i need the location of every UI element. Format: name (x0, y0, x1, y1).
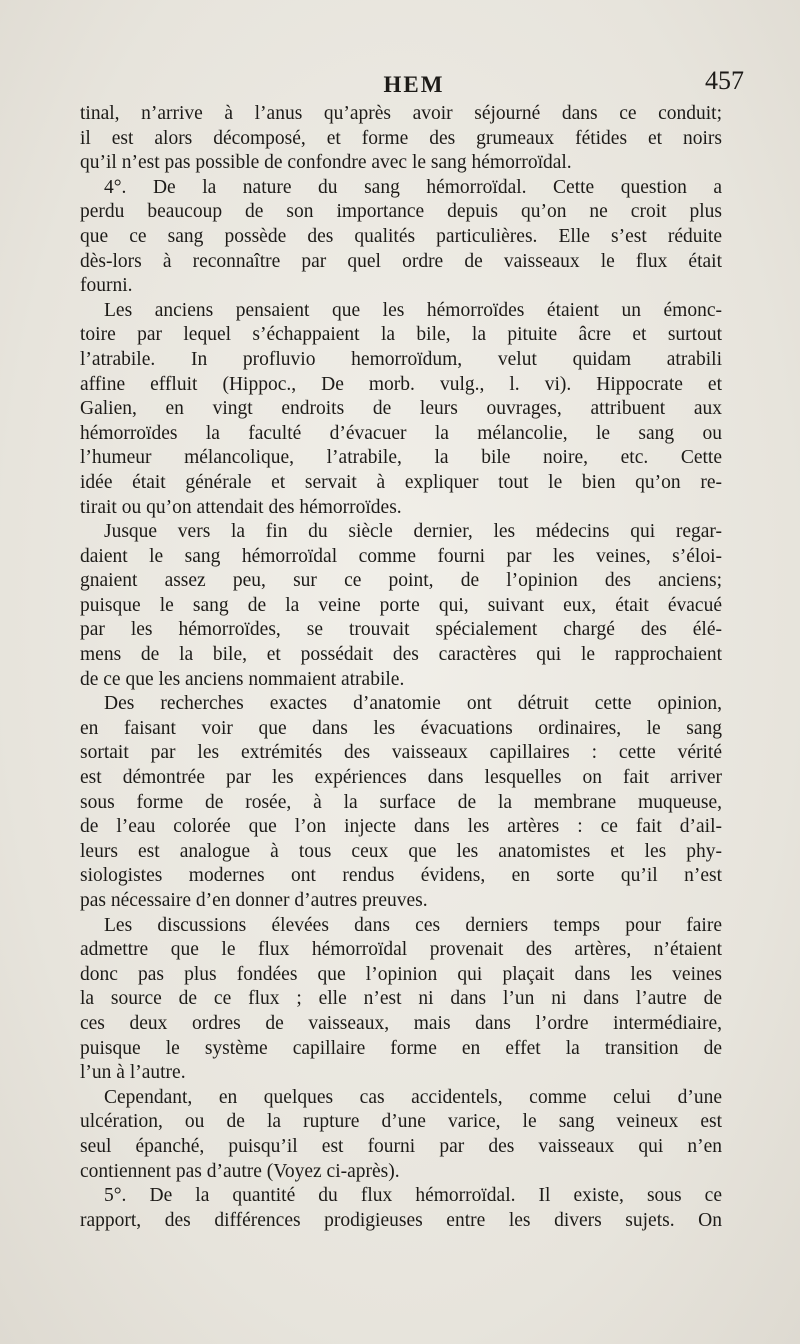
text-line: par les hémorroïdes, se trouvait spécialement chargé des élé- (80, 619, 722, 641)
text-line: ces deux ordres de vaisseaux, mais dans l’ordre intermédiaire, (80, 1012, 722, 1034)
text-line: en faisant voir que dans les évacuations ordinaires, le sang (80, 717, 722, 739)
text-line: l’un à l’autre. (80, 1062, 186, 1084)
text-line: Des recherches exactes d’anatomie ont détruit cette opinion, (104, 693, 722, 715)
text-line: il est alors décomposé, et forme des grumeaux fétides et noirs (80, 127, 722, 149)
text-line: perdu beaucoup de son importance depuis qu’on ne croit plus (80, 201, 722, 223)
text-line: mens de la bile, et possédait des caractères qui le rapprochaient (80, 644, 722, 666)
text-line: Cependant, en quelques cas accidentels, comme celui d’une (104, 1086, 722, 1108)
text-line: tinal, n’arrive à l’anus qu’après avoir séjourné dans ce conduit; (80, 103, 722, 124)
text-line: siologistes modernes ont rendus évidens, en sorte qu’il n’est (80, 865, 722, 887)
text-line: hémorroïdes la faculté d’évacuer la mélancolie, le sang ou (80, 422, 722, 444)
text-line: Galien, en vingt endroits de leurs ouvrages, attribuent aux (80, 398, 722, 420)
text-line: leurs est analogue à tous ceux que les anatomistes et les phy- (80, 840, 722, 862)
text-line: rapport, des différences prodigieuses entre les divers sujets. On (80, 1209, 722, 1231)
text-line: Les discussions élevées dans ces derniers temps pour faire (104, 914, 722, 936)
text-line: puisque le système capillaire forme en effet la transition de (80, 1037, 722, 1059)
text-line: contiennent pas d’autre (Voyez ci-après). (80, 1160, 400, 1182)
text-line: fourni. (80, 275, 133, 297)
text-line: qu’il n’est pas possible de confondre avec le sang hémorroïdal. (80, 152, 572, 174)
text-line: Les anciens pensaient que les hémorroïdes étaient un émonc- (104, 299, 722, 321)
body-text (80, 102, 722, 1233)
text-line: ulcération, ou de la rupture d’une varice, le sang veineux est (80, 1111, 722, 1133)
text-line: admettre que le flux hémorroïdal provenait des artères, n’étaient (80, 939, 722, 961)
text-line: 5°. De la quantité du flux hémorroïdal. Il existe, sous ce (104, 1185, 722, 1207)
text-line: que ce sang possède des qualités particulières. Elle s’est réduite (80, 225, 722, 247)
text-line: sous forme de rosée, à la surface de la membrane muqueuse, (80, 791, 722, 813)
text-line: pas nécessaire d’en donner d’autres preuves. (80, 890, 428, 911)
page-header-title: HEM (383, 72, 445, 97)
text-line: gnaient assez peu, sur ce point, de l’opinion des anciens; (80, 570, 722, 592)
text-line: 4°. De la nature du sang hémorroïdal. Cette question a (104, 176, 722, 198)
text-line: toire par lequel s’échappaient la bile, la pituite âcre et surtout (80, 324, 722, 346)
running-head (84, 66, 744, 100)
text-line: l’atrabile. In profluvio hemorroïdum, velut quidam atrabili (80, 348, 722, 370)
text-line: sortait par les extrémités des vaisseaux capillaires : cette vérité (80, 742, 722, 764)
text-line: puisque le sang de la veine porte qui, suivant eux, était évacué (80, 594, 722, 616)
text-line: la source de ce flux ; elle n’est ni dans l’un ni dans l’autre de (80, 988, 722, 1010)
text-line: Jusque vers la fin du siècle dernier, les médecins qui regar- (104, 521, 722, 543)
text-line: l’humeur mélancolique, l’atrabile, la bile noire, etc. Cette (80, 447, 722, 469)
text-line: de l’eau colorée que l’on injecte dans les artères : ce fait d’ail- (80, 816, 722, 838)
text-line: affine effluit (Hippoc., De morb. vulg., l. vi). Hippocrate et (80, 373, 722, 395)
text-line: dès-lors à reconnaître par quel ordre de vaisseaux le flux était (80, 250, 722, 272)
page-number: 457 (705, 66, 744, 95)
text-line: est démontrée par les expériences dans lesquelles on fait arriver (80, 767, 722, 789)
text-line: donc pas plus fondées que l’opinion qui plaçait dans les veines (80, 963, 722, 985)
text-line: de ce que les anciens nommaient atrabile. (80, 668, 405, 690)
text-line: tirait ou qu’on attendait des hémorroïdes. (80, 496, 402, 518)
text-line: seul épanché, puisqu’il est fourni par des vaisseaux qui n’en (80, 1135, 722, 1157)
text-line: idée était générale et servait à expliquer tout le bien qu’on re- (80, 471, 722, 493)
text-line: daient le sang hémorroïdal comme fourni par les veines, s’éloi- (80, 545, 722, 567)
